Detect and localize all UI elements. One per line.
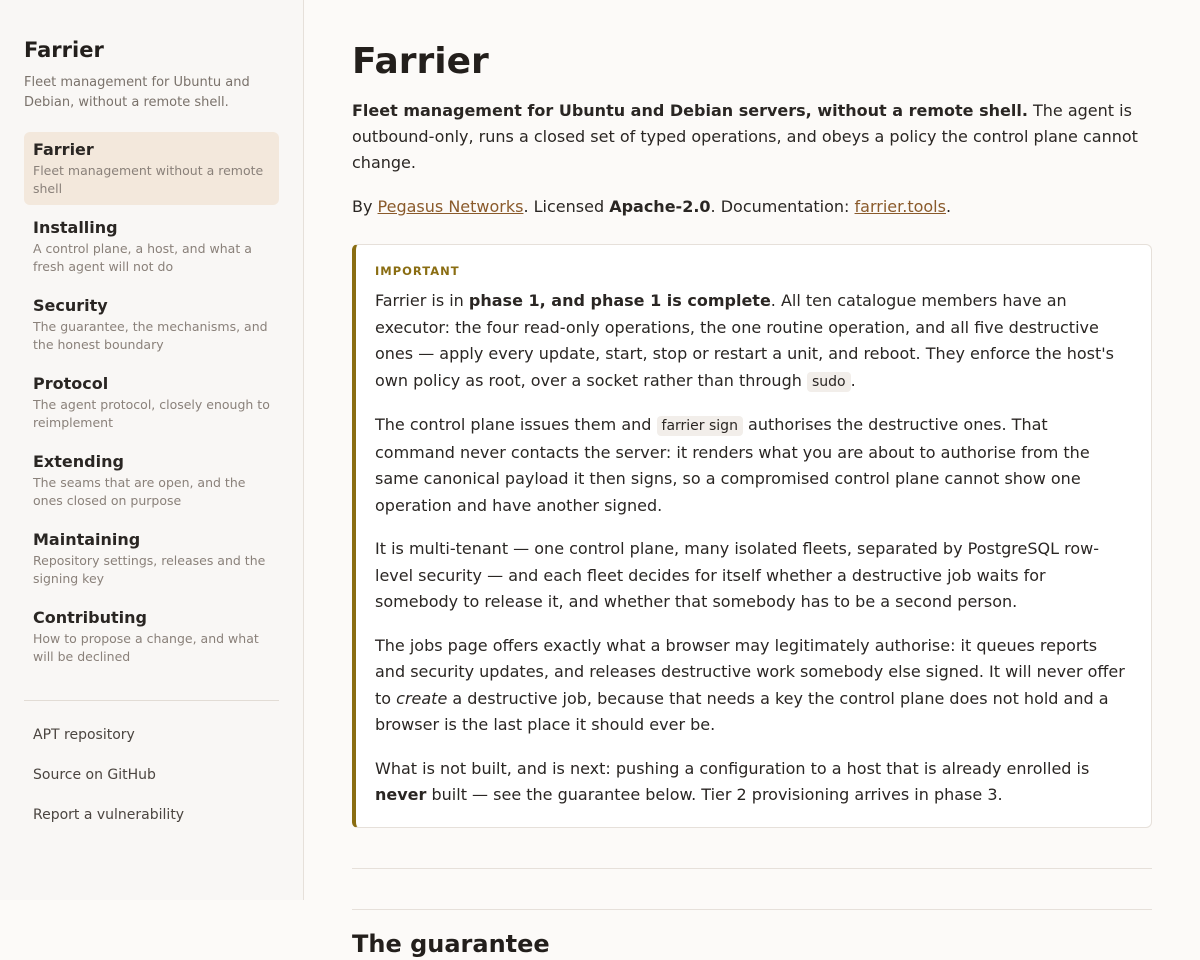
callout-paragraph [375,412,1129,519]
callout-text: authorises the destructive ones. That command never contacts the server: it renders what you are about to authorise from the same canonical payload it then signs, so a compromised control plane cannot show one operation and have another signed. [375,415,1090,515]
sidebar-item-desc: The seams that are open, and the ones closed on purpose [33,475,246,508]
lead-text: The agent is outbound-only, runs a closed set of typed operations, and obeys a policy the control plane cannot change. [352,101,1138,172]
license-name: Apache-2.0 [609,197,711,216]
sidebar-item-desc: How to propose a change, and what will be declined [33,631,259,664]
github-source-link[interactable]: Source on GitHub [33,767,156,783]
site-tagline: Fleet management for Ubuntu and Debian, without a remote shell. [24,75,250,110]
callout-text: What is not built, and is next: pushing a configuration to a host that is already enrolled is [375,758,1090,778]
sidebar-item-title: Installing [33,218,118,237]
main-content [352,0,1152,960]
important-callout [352,244,1152,828]
sidebar-item-desc: A control plane, a host, and what a fresh agent will not do [33,241,252,274]
sidebar-nav [24,132,279,673]
sidebar-item-protocol[interactable] [24,366,279,439]
sidebar-item-title: Maintaining [33,530,141,549]
callout-emphasis: create [396,688,448,708]
section-divider [352,909,1152,910]
callout-paragraph: It is multi-tenant — one control plane, many isolated fleets, separated by PostgreSQL row-level security — and each fleet decides for itself whether a destructive job waits for somebody to release it, and whether that somebody has to be a second person. [375,539,1099,611]
callout-text: a destructive job, because that needs a key the control plane does not hold and a browser is the last place it should ever be. [375,688,1109,734]
sidebar-item-title: Extending [33,452,124,471]
byline-end: . [945,197,952,216]
sidebar-item-desc: The guarantee, the mechanisms, and the honest boundary [33,319,268,352]
callout-text: . All ten catalogue members have an executor: the four read-only operations, the one routine operation, and all five destructive ones — apply every update, start, stop or restart a unit, and reboot. They enforce the host's own policy as root, over a socket rather than through [375,291,1114,390]
sidebar-item-desc: Repository settings, releases and the signing key [33,553,266,586]
sidebar-item-desc: Fleet management without a remote shell [33,163,264,196]
sidebar-item-title: Protocol [33,374,109,393]
byline-licensed: . Licensed [523,197,610,216]
page-title: Farrier [352,41,489,82]
byline [352,194,1152,220]
section-divider [352,868,1152,869]
sidebar-item-security[interactable] [24,288,279,361]
sidebar-item-farrier[interactable] [24,132,279,205]
callout-paragraph [375,633,1129,739]
site-title[interactable]: Farrier [24,38,104,62]
callout-bold: never [375,785,427,804]
sidebar [0,0,304,900]
callout-label: IMPORTANT [375,264,460,278]
apt-repository-link[interactable]: APT repository [33,727,135,743]
sidebar-divider [24,700,279,701]
code-sudo: sudo [807,372,851,392]
sidebar-item-title: Contributing [33,608,147,627]
lead-paragraph [352,98,1152,176]
callout-paragraph [375,288,1129,395]
callout-text: The jobs page offers exactly what a browser may legitimately authorise: it queues reports and security updates, and releases destructive work somebody else signed. It will never offer to [375,635,1125,708]
section-title-guarantee: The guarantee [352,929,550,958]
byline-by: By [352,197,378,216]
callout-text: built — see the guarantee below. Tier 2 provisioning arrives in phase 3. [426,785,1003,804]
callout-text: The control plane issues them and [375,415,657,434]
callout-paragraph [375,756,1129,809]
sidebar-item-title: Farrier [33,140,94,159]
byline-docs: . Documentation: [710,197,855,216]
lead-bold: Fleet management for Ubuntu and Debian servers, without a remote shell. [352,101,1028,120]
callout-text: Farrier is in [375,291,469,310]
callout-bold: phase 1, and phase 1 is complete [468,291,771,310]
code-farrier-sign: farrier sign [657,416,743,436]
docs-link[interactable]: farrier.tools [854,197,946,216]
sidebar-item-extending[interactable] [24,444,279,517]
sidebar-item-installing[interactable] [24,210,279,283]
author-link[interactable]: Pegasus Networks [377,197,524,216]
sidebar-item-contributing[interactable] [24,600,279,673]
sidebar-item-desc: The agent protocol, closely enough to reimplement [33,397,270,430]
report-vulnerability-link[interactable]: Report a vulnerability [33,807,185,823]
sidebar-item-maintaining[interactable] [24,522,279,595]
sidebar-item-title: Security [33,296,108,315]
callout-text: . [850,370,856,390]
